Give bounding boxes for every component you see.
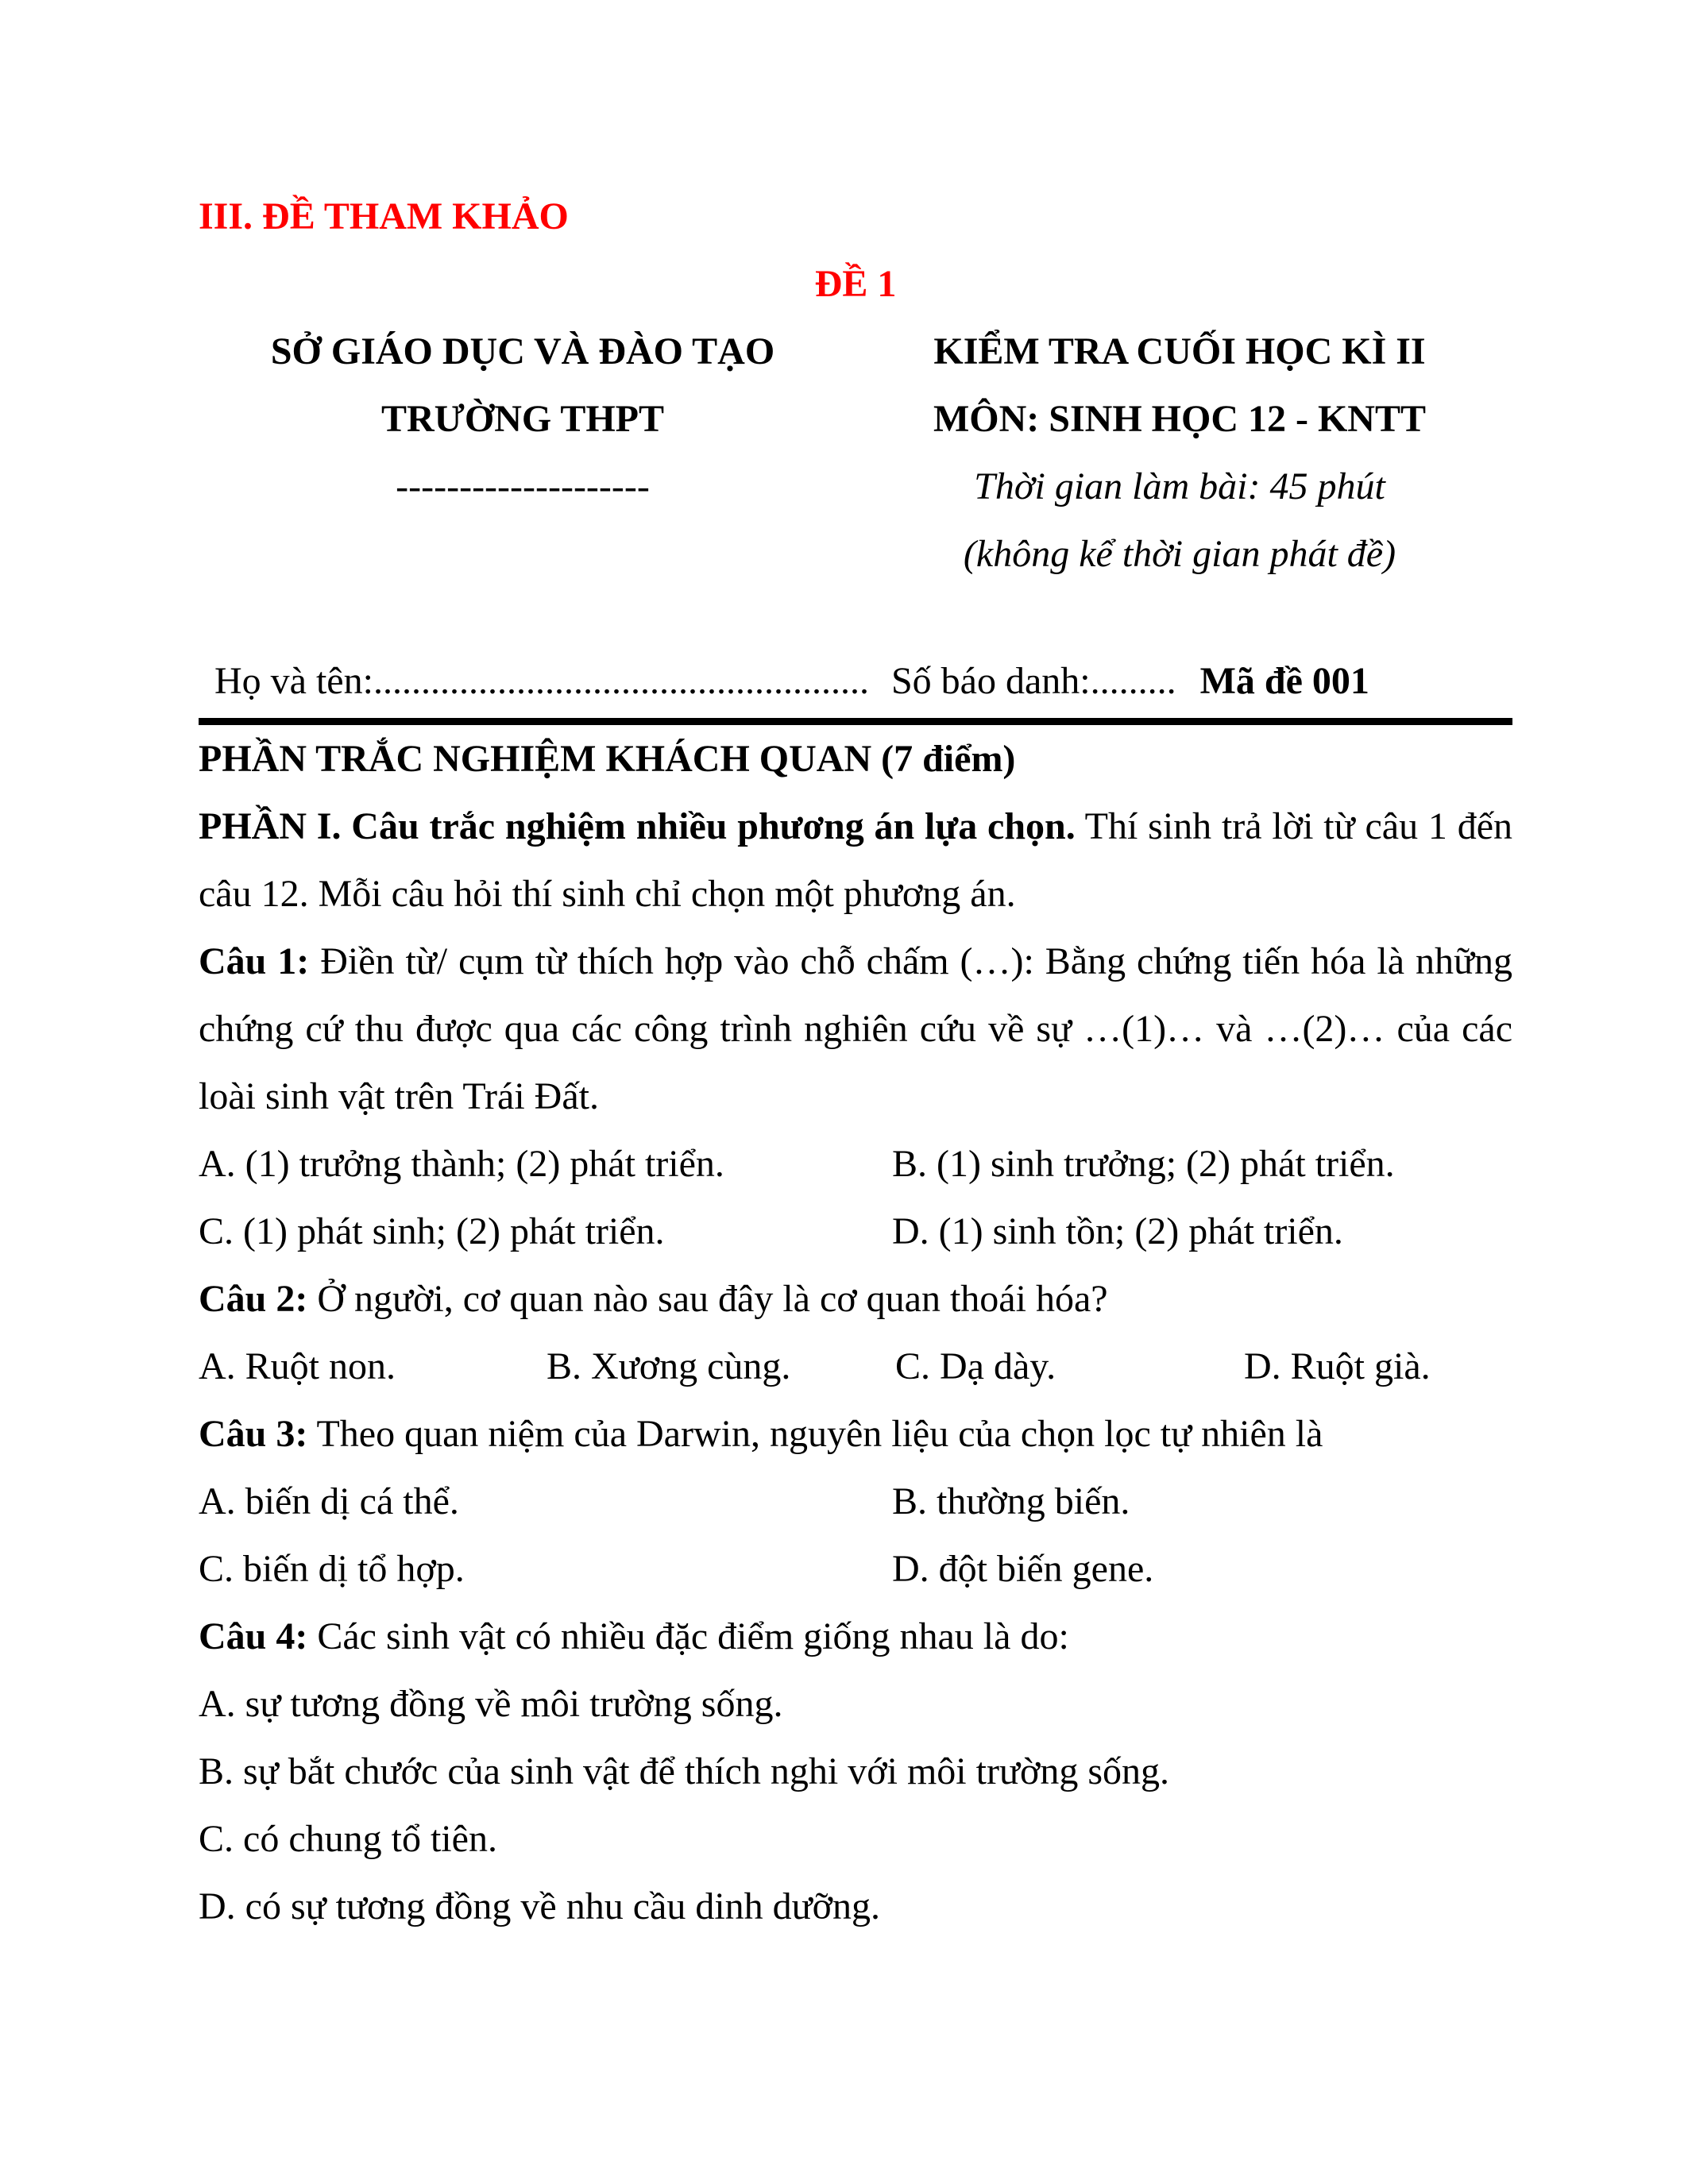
question: [199, 928, 1512, 1130]
question-text: Ở người, cơ quan nào sau đây là cơ quan thoái hóa?: [307, 1278, 1108, 1320]
option: D. đột biến gene.: [892, 1548, 1154, 1590]
exam-subject: MÔN: SINH HỌC 12 - KNTT: [933, 398, 1426, 440]
options: [199, 1468, 1512, 1603]
question: [199, 1603, 1512, 1670]
exam-title: KIỂM TRA CUỐI HỌC KÌ II: [933, 330, 1426, 372]
part1-intro-instructions: Thí sinh trả lời từ câu 1 đến câu 12. Mỗi câu hỏi thí sinh chỉ chọn một phương án.: [199, 805, 1513, 915]
options: [199, 1333, 1512, 1400]
options: [199, 1130, 1512, 1265]
question-text: Các sinh vật có nhiều đặc điểm giống nhau là do:: [307, 1615, 1069, 1657]
exam-duration: Thời gian làm bài: 45 phút: [974, 465, 1385, 507]
question: [199, 1400, 1512, 1468]
header-right: [847, 318, 1512, 588]
exam-number: ĐỀ 1: [814, 263, 897, 305]
part1-intro-title: PHẦN I. Câu trắc nghiệm nhiều phương án lựa chọn.: [199, 805, 1076, 847]
option: A. (1) trưởng thành; (2) phát triển.: [199, 1143, 724, 1185]
option: D. Ruột già.: [1244, 1345, 1431, 1387]
option: C. biến dị tổ hợp.: [199, 1548, 465, 1590]
question-label: Câu 3:: [199, 1413, 308, 1455]
question-label: Câu 1:: [199, 940, 310, 982]
option: A. sự tương đồng về môi trường sống.: [199, 1683, 783, 1725]
option: D. có sự tương đồng về nhu cầu dinh dưỡng.: [199, 1885, 881, 1927]
option: B. Xương cùng.: [547, 1345, 791, 1387]
candidate-number-field: Số báo danh:.........: [890, 660, 1176, 702]
part-heading: PHẦN TRẮC NGHIỆM KHÁCH QUAN (7 điểm): [199, 738, 1016, 780]
department-name: SỞ GIÁO DỤC VÀ ĐÀO TẠO: [270, 330, 775, 372]
school-name: TRƯỜNG THPT: [380, 398, 665, 440]
question-label: Câu 4:: [199, 1615, 308, 1657]
header-left: [199, 318, 847, 588]
option: B. (1) sinh trưởng; (2) phát triển.: [892, 1143, 1395, 1185]
option: C. (1) phát sinh; (2) phát triển.: [199, 1210, 665, 1252]
divider-rule: [199, 718, 1512, 725]
option: B. thường biến.: [892, 1480, 1130, 1522]
question-label: Câu 2:: [199, 1278, 308, 1320]
section-heading: III. ĐỀ THAM KHẢO: [199, 195, 569, 237]
name-field: Họ và tên:....................................................: [214, 660, 869, 702]
option: A. Ruột non.: [199, 1345, 396, 1387]
exam-code: Mã đề 001: [1199, 660, 1369, 702]
options: [199, 1670, 1512, 1940]
questions: [199, 928, 1512, 1940]
candidate-row: [199, 647, 1512, 715]
exam-header: [199, 318, 1512, 588]
question-text: Theo quan niệm của Darwin, nguyên liệu của chọn lọc tự nhiên là: [307, 1413, 1323, 1455]
part1-intro: [199, 793, 1512, 928]
option: C. có chung tổ tiên.: [199, 1818, 497, 1860]
exam-duration-note: (không kể thời gian phát đề): [963, 533, 1396, 575]
question-text: Điền từ/ cụm từ thích hợp vào chỗ chấm (…): Bằng chứng tiến hóa là những chứng cứ thu được qua các công trình nghiên cứu về sự …(1)… và …(2)… của các loài sinh vật trên Trái Đất.: [199, 940, 1513, 1117]
option: B. sự bắt chước của sinh vật để thích nghi với môi trường sống.: [199, 1750, 1170, 1792]
question: [199, 1265, 1512, 1333]
option: C. Dạ dày.: [895, 1345, 1056, 1387]
divider-dashes: --------------------: [396, 465, 650, 507]
option: A. biến dị cá thể.: [199, 1480, 459, 1522]
option: D. (1) sinh tồn; (2) phát triển.: [892, 1210, 1343, 1252]
